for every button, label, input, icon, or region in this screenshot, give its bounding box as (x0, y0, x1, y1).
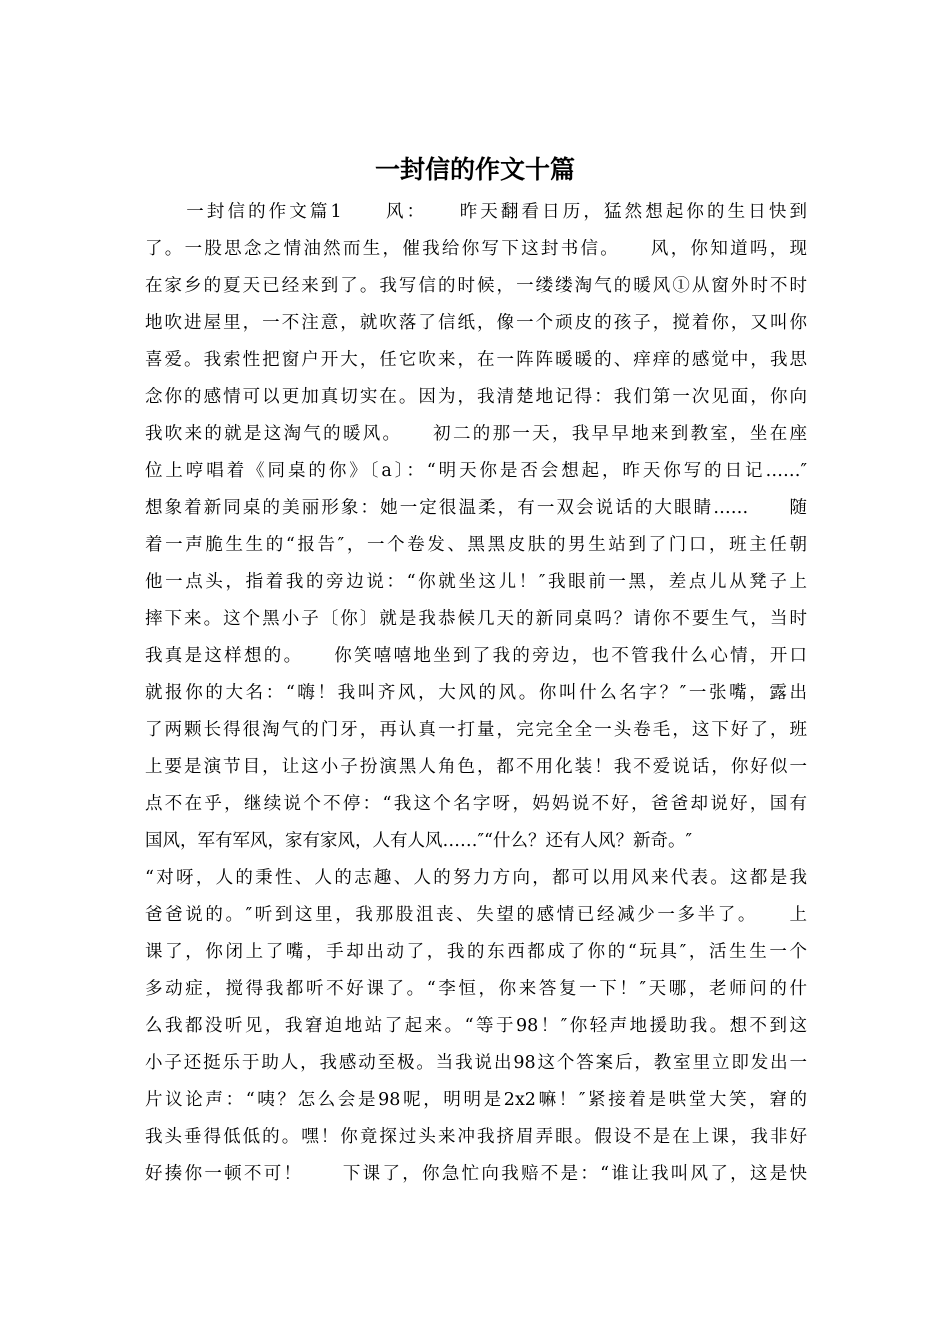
body-line: 我头垂得低低的。嘿！你竟探过头来冲我挤眉弄眼。假设不是在上课，我非好 (145, 1127, 807, 1147)
body-line: 么我都没听见，我窘迫地站了起来。“等于98！″你轻声地援助我。想不到这 (145, 1016, 807, 1036)
body-line: 地吹进屋里，一不注意，就吹落了信纸，像一个顽皮的孩子，搅着你，又叫你 (145, 313, 807, 333)
body-line: 在家乡的夏天已经来到了。我写信的时候，一缕缕淘气的暖风①从窗外时不时 (145, 276, 807, 296)
body-line: 念你的感情可以更加真切实在。因为，我清楚地记得：我们第一次见面，你向 (145, 387, 807, 407)
body-line: 小子还挺乐于助人，我感动至极。当我说出98这个答案后，教室里立即发出一 (145, 1053, 807, 1073)
body-line: 摔下来。这个黑小子〔你〕就是我恭候几天的新同桌吗？请你不要生气，当时 (145, 609, 807, 629)
body-line: 位上哼唱着《同桌的你》〔a〕：“明天你是否会想起，昨天你写的日记……″ (145, 461, 807, 481)
body-line: 着一声脆生生的“报告″，一个卷发、黑黑皮肤的男生站到了门口，班主任朝 (145, 535, 807, 555)
body-line: 上要是演节目，让这小子扮演黑人角色，都不用化装！我不爱说话，你好似一 (145, 757, 807, 777)
body-line: 想象着新同桌的美丽形象：她一定很温柔，有一双会说话的大眼睛…… 随 (145, 498, 807, 518)
body-line: 就报你的大名：“嗨！我叫齐风，大风的风。你叫什么名字？″一张嘴，露出 (145, 683, 807, 703)
document-body (145, 194, 807, 1193)
body-line: 我吹来的就是这淘气的暖风。 初二的那一天，我早早地来到教室，坐在座 (145, 424, 807, 444)
body-line: 爸爸说的。″听到这里，我那股沮丧、失望的感情已经减少一多半了。 上 (145, 905, 807, 925)
document-title: 一封信的作文十篇 (374, 155, 575, 184)
body-line: 好揍你一顿不可！ 下课了，你急忙向我赔不是：“谁让我叫风了，这是快 (145, 1164, 807, 1184)
body-line: “对呀，人的秉性、人的志趣、人的努力方向，都可以用风来代表。这都是我 (145, 868, 807, 888)
body-line: 多动症，搅得我都听不好课了。“李恒，你来答复一下！″天哪，老师问的什 (145, 979, 807, 999)
body-line: 国风，军有军风，家有家风，人有人风……″“什么？还有人风？新奇。″ (145, 831, 693, 851)
body-line: 了两颗长得很淘气的门牙，再认真一打量，完完全全一头卷毛，这下好了，班 (145, 720, 807, 740)
body-line: 课了，你闭上了嘴，手却出动了，我的东西都成了你的“玩具″，活生生一个 (145, 942, 807, 962)
body-line: 了。一股思念之情油然而生，催我给你写下这封书信。 风，你知道吗，现 (145, 239, 807, 259)
body-line: 喜爱。我索性把窗户开大，任它吹来，在一阵阵暖暖的、痒痒的感觉中，我思 (145, 350, 807, 370)
body-line: 我真是这样想的。 你笑嘻嘻地坐到了我的旁边，也不管我什么心情，开口 (145, 646, 807, 666)
body-line: 点不在乎，继续说个不停：“我这个名字呀，妈妈说不好，爸爸却说好，国有 (145, 794, 807, 814)
body-line: 他一点头，指着我的旁边说：“你就坐这儿！″我眼前一黑，差点儿从凳子上 (145, 572, 807, 592)
body-line: 一封信的作文篇1 风： 昨天翻看日历，猛然想起你的生日快到 (145, 202, 807, 222)
body-line: 片议论声：“咦？怎么会是98呢，明明是2x2嘛！″紧接着是哄堂大笑，窘的 (145, 1090, 807, 1110)
